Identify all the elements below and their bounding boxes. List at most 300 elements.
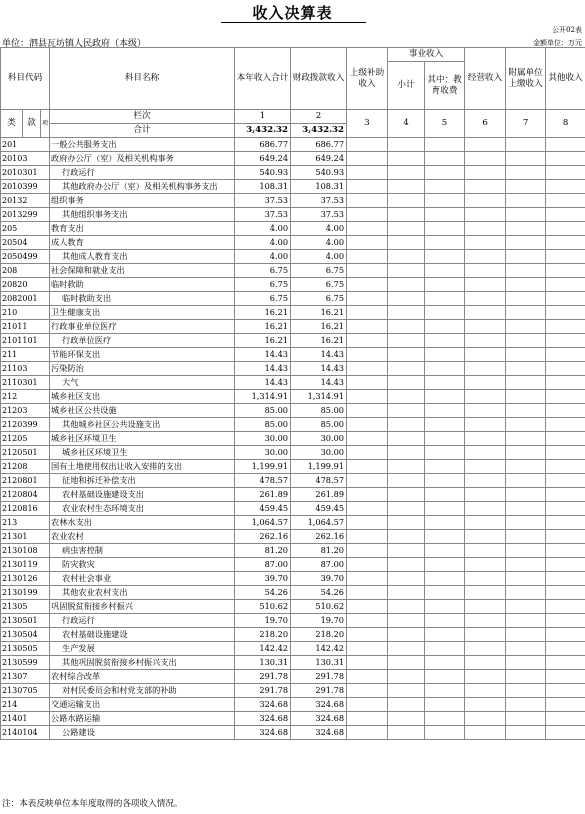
empty-cell [546,180,585,194]
empty-cell [388,180,425,194]
subject-code-cell: 2130199 [1,586,50,600]
col-num-7: 7 [506,110,546,138]
total-cell: 85.00 [235,418,291,432]
empty-cell [388,586,425,600]
fiscal-cell: 459.45 [291,502,347,516]
fiscal-cell: 324.68 [291,726,347,740]
total-cell: 686.77 [235,138,291,152]
empty-cell [465,614,506,628]
empty-cell [506,236,546,250]
table-row [1,306,585,320]
header-lanci: 栏次 [50,110,235,124]
total-cell: 108.31 [235,180,291,194]
empty-cell [506,642,546,656]
total-cell: 30.00 [235,432,291,446]
empty-cell [465,250,506,264]
empty-cell [465,726,506,740]
empty-cell [506,446,546,460]
total-cell: 291.78 [235,684,291,698]
empty-cell [347,642,388,656]
empty-cell [465,572,506,586]
empty-cell [388,642,425,656]
header-lei: 类 [1,110,23,138]
empty-cell [506,334,546,348]
empty-cell [506,572,546,586]
table-row [1,348,585,362]
empty-cell [465,712,506,726]
empty-cell [347,614,388,628]
subject-code-cell: 2120816 [1,502,50,516]
empty-cell [388,460,425,474]
empty-cell [546,488,585,502]
header-operate: 经营收入 [465,48,506,110]
empty-cell [465,418,506,432]
subject-code-cell: 2130108 [1,544,50,558]
col-num-2: 2 [291,110,347,124]
empty-cell [546,586,585,600]
empty-cell [388,166,425,180]
fiscal-cell: 19.70 [291,614,347,628]
empty-cell [546,558,585,572]
table-row [1,628,585,642]
total-cell: 291.78 [235,670,291,684]
empty-cell [465,544,506,558]
col-num-8: 8 [546,110,585,138]
empty-cell [388,404,425,418]
empty-cell [465,166,506,180]
empty-cell [546,474,585,488]
header-subtotal: 小计 [388,62,425,110]
fiscal-cell: 85.00 [291,418,347,432]
empty-cell [465,446,506,460]
empty-cell [465,516,506,530]
total-cell: 16.21 [235,306,291,320]
total-cell: 540.93 [235,166,291,180]
empty-cell [425,572,465,586]
empty-cell [388,600,425,614]
subject-name-cell: 一般公共服务支出 [50,138,235,152]
table-row [1,404,585,418]
empty-cell [347,488,388,502]
fiscal-cell: 16.21 [291,334,347,348]
empty-cell [347,278,388,292]
fiscal-cell: 4.00 [291,236,347,250]
subject-code-cell: 2120501 [1,446,50,460]
fiscal-cell: 54.26 [291,586,347,600]
empty-cell [546,194,585,208]
empty-cell [506,628,546,642]
empty-cell [546,460,585,474]
subject-name-cell: 社会保障和就业支出 [50,264,235,278]
fiscal-cell: 324.68 [291,698,347,712]
fiscal-cell: 291.78 [291,670,347,684]
total-cell: 142.42 [235,642,291,656]
total-cell: 87.00 [235,558,291,572]
empty-cell [546,446,585,460]
empty-cell [347,558,388,572]
empty-cell [546,264,585,278]
table-row [1,432,585,446]
header-code: 科目代码 [1,48,50,110]
empty-cell [506,684,546,698]
fiscal-cell: 261.89 [291,488,347,502]
empty-cell [465,488,506,502]
empty-cell [347,544,388,558]
fiscal-cell: 16.21 [291,320,347,334]
fiscal-cell: 81.20 [291,544,347,558]
subject-name-cell: 其他农业农村支出 [50,586,235,600]
table-row [1,180,585,194]
subject-name-cell: 交通运输支出 [50,698,235,712]
subject-code-cell: 2130126 [1,572,50,586]
empty-cell [465,600,506,614]
empty-cell [506,502,546,516]
empty-cell [388,390,425,404]
table-row [1,362,585,376]
subject-code-cell: 21307 [1,670,50,684]
empty-cell [506,656,546,670]
empty-cell [347,180,388,194]
empty-cell [347,628,388,642]
empty-cell [506,138,546,152]
table-row [1,376,585,390]
empty-cell [388,138,425,152]
empty-cell [347,362,388,376]
total-cell: 1,314.91 [235,390,291,404]
subject-code-cell: 2013299 [1,208,50,222]
empty-cell [506,222,546,236]
empty-cell [347,712,388,726]
col-num-1: 1 [235,110,291,124]
empty-cell [388,278,425,292]
empty-cell [546,572,585,586]
empty-cell [465,222,506,236]
empty-cell [546,418,585,432]
empty-cell [546,530,585,544]
empty-cell [465,432,506,446]
empty-cell [546,656,585,670]
fiscal-cell: 1,064.57 [291,516,347,530]
empty-cell [388,250,425,264]
subject-code-cell: 2120801 [1,474,50,488]
empty-cell [347,432,388,446]
empty-cell [546,250,585,264]
empty-cell [388,152,425,166]
empty-cell [425,698,465,712]
fiscal-cell: 478.57 [291,474,347,488]
empty-cell [506,698,546,712]
empty-cell [546,516,585,530]
fiscal-cell: 4.00 [291,250,347,264]
empty-cell [465,264,506,278]
subject-code-cell: 2120804 [1,488,50,502]
fiscal-cell: 16.21 [291,306,347,320]
subject-code-cell: 201 [1,138,50,152]
empty-cell [465,390,506,404]
income-final-accounts-table [0,47,585,740]
empty-cell [546,320,585,334]
empty-cell [425,614,465,628]
empty-cell [425,418,465,432]
empty-cell [546,390,585,404]
empty-cell [506,362,546,376]
empty-cell [347,208,388,222]
empty-cell [546,628,585,642]
empty-cell [347,390,388,404]
empty-cell [506,320,546,334]
subject-code-cell: 213 [1,516,50,530]
subject-name-cell: 成人教育 [50,236,235,250]
empty-cell [388,628,425,642]
subject-code-cell: 20504 [1,236,50,250]
total-cell: 81.20 [235,544,291,558]
empty-cell [506,586,546,600]
col-num-4: 4 [388,110,425,138]
subject-name-cell: 农村社会事业 [50,572,235,586]
table-row [1,194,585,208]
subject-code-cell: 21301 [1,530,50,544]
empty-cell [347,264,388,278]
subject-name-cell: 农村基础设施建设 [50,628,235,642]
empty-cell [465,698,506,712]
empty-cell [425,306,465,320]
empty-cell [425,642,465,656]
empty-cell [465,404,506,418]
table-row [1,250,585,264]
table-row [1,222,585,236]
empty-cell [347,404,388,418]
empty-cell [388,698,425,712]
table-row [1,166,585,180]
subject-code-cell: 210 [1,306,50,320]
empty-cell [425,404,465,418]
table-row [1,726,585,740]
total-row-total: 3,432.32 [235,124,291,138]
empty-cell [425,530,465,544]
empty-cell [347,684,388,698]
empty-cell [425,180,465,194]
empty-cell [506,376,546,390]
empty-cell [546,670,585,684]
empty-cell [388,264,425,278]
table-row [1,264,585,278]
empty-cell [388,446,425,460]
fiscal-cell: 649.24 [291,152,347,166]
empty-cell [388,614,425,628]
subject-code-cell: 211 [1,348,50,362]
total-cell: 324.68 [235,726,291,740]
table-row [1,152,585,166]
fiscal-cell: 39.70 [291,572,347,586]
subject-name-cell: 城乡社区支出 [50,390,235,404]
empty-cell [425,264,465,278]
empty-cell [425,236,465,250]
empty-cell [506,712,546,726]
empty-cell [465,306,506,320]
empty-cell [388,306,425,320]
fiscal-cell: 6.75 [291,264,347,278]
subject-code-cell: 2130504 [1,628,50,642]
empty-cell [347,446,388,460]
total-cell: 6.75 [235,292,291,306]
total-row-fiscal: 3,432.32 [291,124,347,138]
table-row [1,418,585,432]
col-num-5: 5 [425,110,465,138]
empty-cell [506,264,546,278]
table-row [1,138,585,152]
empty-cell [425,376,465,390]
fiscal-cell: 108.31 [291,180,347,194]
empty-cell [546,306,585,320]
total-cell: 14.43 [235,362,291,376]
total-cell: 4.00 [235,222,291,236]
table-row [1,488,585,502]
empty-cell [425,152,465,166]
total-cell: 130.31 [235,656,291,670]
subject-code-cell: 2050499 [1,250,50,264]
total-cell: 6.75 [235,264,291,278]
empty-cell [388,684,425,698]
empty-cell [506,348,546,362]
empty-cell [506,166,546,180]
table-row [1,600,585,614]
empty-cell [546,698,585,712]
empty-cell [347,586,388,600]
empty-cell [506,544,546,558]
total-cell: 1,199.91 [235,460,291,474]
total-cell: 85.00 [235,404,291,418]
table-row [1,390,585,404]
subject-code-cell: 20820 [1,278,50,292]
empty-cell [425,586,465,600]
subject-name-cell: 节能环保支出 [50,348,235,362]
subject-name-cell: 巩固脱贫衔接乡村振兴 [50,600,235,614]
table-row [1,474,585,488]
empty-cell [347,166,388,180]
subject-name-cell: 临时救助 [50,278,235,292]
table-row [1,642,585,656]
empty-cell [506,558,546,572]
table-row [1,670,585,684]
empty-cell [388,320,425,334]
empty-cell [425,334,465,348]
empty-cell [347,152,388,166]
form-number: 公开02表 [552,26,582,34]
empty-cell [465,530,506,544]
empty-cell [425,558,465,572]
empty-cell [347,516,388,530]
empty-cell [388,558,425,572]
subject-code-cell: 21203 [1,404,50,418]
table-row [1,502,585,516]
empty-cell [465,236,506,250]
total-cell: 6.75 [235,278,291,292]
empty-cell [546,166,585,180]
subject-name-cell: 农村综合改革 [50,670,235,684]
empty-cell [425,208,465,222]
empty-cell [465,502,506,516]
table-row [1,208,585,222]
total-cell: 218.20 [235,628,291,642]
fiscal-cell: 262.16 [291,530,347,544]
empty-cell [347,698,388,712]
empty-cell [465,474,506,488]
empty-cell [347,236,388,250]
empty-cell [546,292,585,306]
empty-cell [388,362,425,376]
report-title: 收入决算表 [252,4,333,22]
table-row [1,586,585,600]
fiscal-cell: 686.77 [291,138,347,152]
fiscal-cell: 1,314.91 [291,390,347,404]
total-cell: 37.53 [235,208,291,222]
empty-cell [465,138,506,152]
empty-cell [388,572,425,586]
header-edu: 其中：教育收费 [425,62,465,110]
subject-code-cell: 21305 [1,600,50,614]
total-cell: 510.62 [235,600,291,614]
subject-name-cell: 城乡社区环境卫生 [50,432,235,446]
empty-cell [506,516,546,530]
header-other: 其他收入 [546,48,585,110]
fiscal-cell: 510.62 [291,600,347,614]
empty-cell [347,418,388,432]
header-name: 科目名称 [50,48,235,110]
empty-cell [506,180,546,194]
empty-cell [506,726,546,740]
title-underline [221,22,366,23]
subject-code-cell: 21103 [1,362,50,376]
subject-code-cell: 2130705 [1,684,50,698]
empty-cell [425,712,465,726]
subject-name-cell: 行政运行 [50,166,235,180]
empty-cell [425,684,465,698]
subject-code-cell: 212 [1,390,50,404]
empty-cell [347,194,388,208]
empty-cell [425,166,465,180]
empty-cell [546,362,585,376]
empty-cell [546,278,585,292]
subject-name-cell: 对村民委员会和村党支部的补助 [50,684,235,698]
empty-cell [465,642,506,656]
subject-name-cell: 国有土地使用权出让收入安排的支出 [50,460,235,474]
fiscal-cell: 540.93 [291,166,347,180]
subject-name-cell: 其他政府办公厅（室）及相关机构事务支出 [50,180,235,194]
header-career: 事业收入 [388,48,465,62]
empty-cell [347,502,388,516]
empty-cell [425,250,465,264]
subject-name-cell: 公路水路运输 [50,712,235,726]
empty-cell [465,180,506,194]
empty-cell [347,292,388,306]
empty-cell [347,250,388,264]
empty-cell [425,348,465,362]
total-cell: 16.21 [235,334,291,348]
empty-cell [388,516,425,530]
header-kuan: 款 [23,110,41,138]
empty-cell [388,670,425,684]
empty-cell [388,488,425,502]
fiscal-cell: 87.00 [291,558,347,572]
empty-cell [546,222,585,236]
empty-cell [465,334,506,348]
empty-cell [506,432,546,446]
empty-cell [347,306,388,320]
empty-cell [388,726,425,740]
empty-cell [506,488,546,502]
subject-code-cell: 21401 [1,712,50,726]
subject-code-cell: 2130505 [1,642,50,656]
